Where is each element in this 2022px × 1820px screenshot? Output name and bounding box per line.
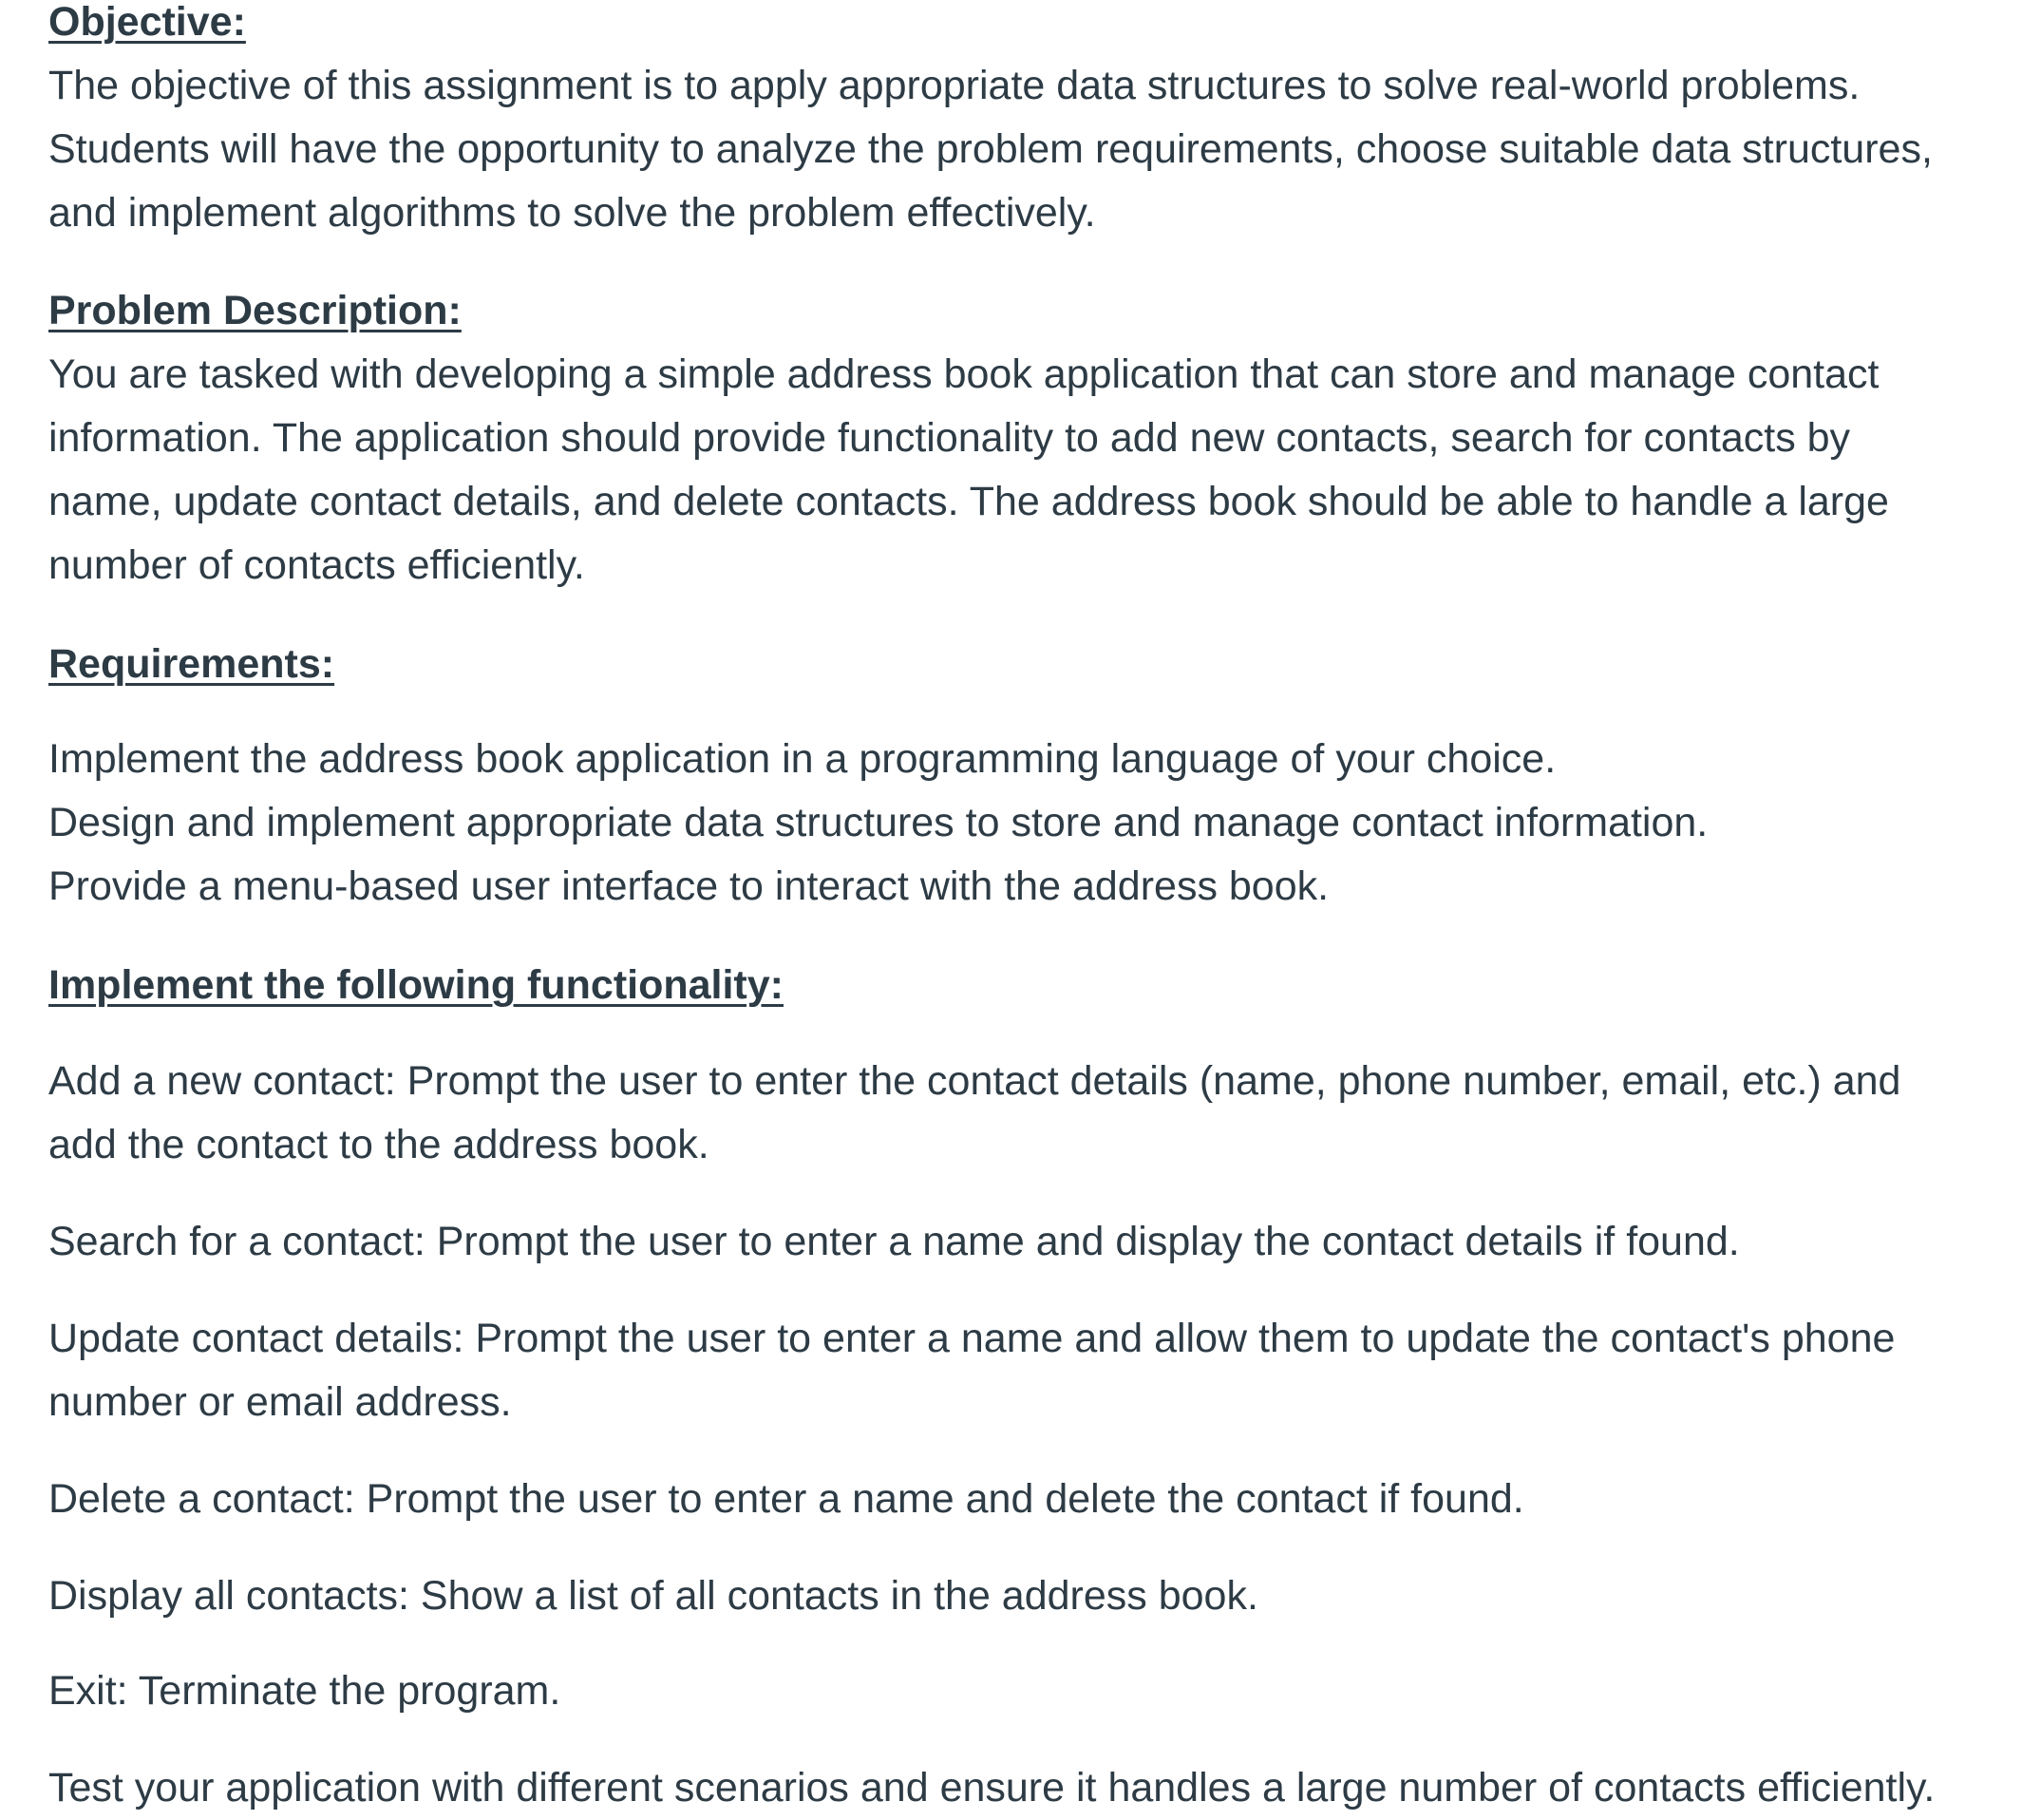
requirements-heading: Requirements: bbox=[48, 641, 335, 687]
functionality-display: Display all contacts: Show a list of all contacts in the address book. bbox=[48, 1573, 1258, 1619]
problem-line: You are tasked with developing a simple address book application that can store and manage contact bbox=[48, 351, 1880, 397]
requirement-item: Design and implement appropriate data structures to store and manage contact information. bbox=[48, 800, 1709, 845]
functionality-delete: Delete a contact: Prompt the user to enter a name and delete the contact if found. bbox=[48, 1476, 1524, 1522]
functionality-line: add the contact to the address book. bbox=[48, 1122, 709, 1167]
functionality-exit: Exit: Terminate the program. bbox=[48, 1668, 561, 1714]
functionality-add bbox=[48, 1050, 1900, 1177]
objective-paragraph bbox=[48, 54, 1933, 245]
functionality-update bbox=[48, 1307, 1895, 1434]
problem-line: name, update contact details, and delete contacts. The address book should be able to handle a large bbox=[48, 479, 1889, 524]
requirements-list bbox=[48, 728, 1708, 919]
functionality-line: Update contact details: Prompt the user to enter a name and allow them to update the contact's phone bbox=[48, 1316, 1896, 1361]
functionality-search: Search for a contact: Prompt the user to enter a name and display the contact details if found. bbox=[48, 1219, 1740, 1264]
objective-line: The objective of this assignment is to apply appropriate data structures to solve real-world problems. bbox=[48, 63, 1861, 108]
problem-heading: Problem Description: bbox=[48, 288, 462, 333]
requirement-item: Implement the address book application in a programming language of your choice. bbox=[48, 736, 1557, 782]
objective-heading: Objective: bbox=[48, 0, 246, 45]
problem-line: number of contacts efficiently. bbox=[48, 542, 585, 588]
functionality-test: Test your application with different scenarios and ensure it handles a large number of contacts efficiently. bbox=[48, 1765, 1936, 1811]
functionality-heading: Implement the following functionality: bbox=[48, 962, 784, 1008]
functionality-line: number or email address. bbox=[48, 1379, 512, 1425]
problem-paragraph bbox=[48, 343, 1889, 597]
requirement-item: Provide a menu-based user interface to interact with the address book. bbox=[48, 863, 1330, 909]
problem-line: information. The application should provide functionality to add new contacts, search for contacts by bbox=[48, 415, 1851, 461]
objective-line: Students will have the opportunity to analyze the problem requirements, choose suitable data structures, bbox=[48, 126, 1933, 172]
functionality-line: Add a new contact: Prompt the user to enter the contact details (name, phone number, email, etc.) and bbox=[48, 1058, 1901, 1104]
objective-line: and implement algorithms to solve the problem effectively. bbox=[48, 190, 1096, 236]
